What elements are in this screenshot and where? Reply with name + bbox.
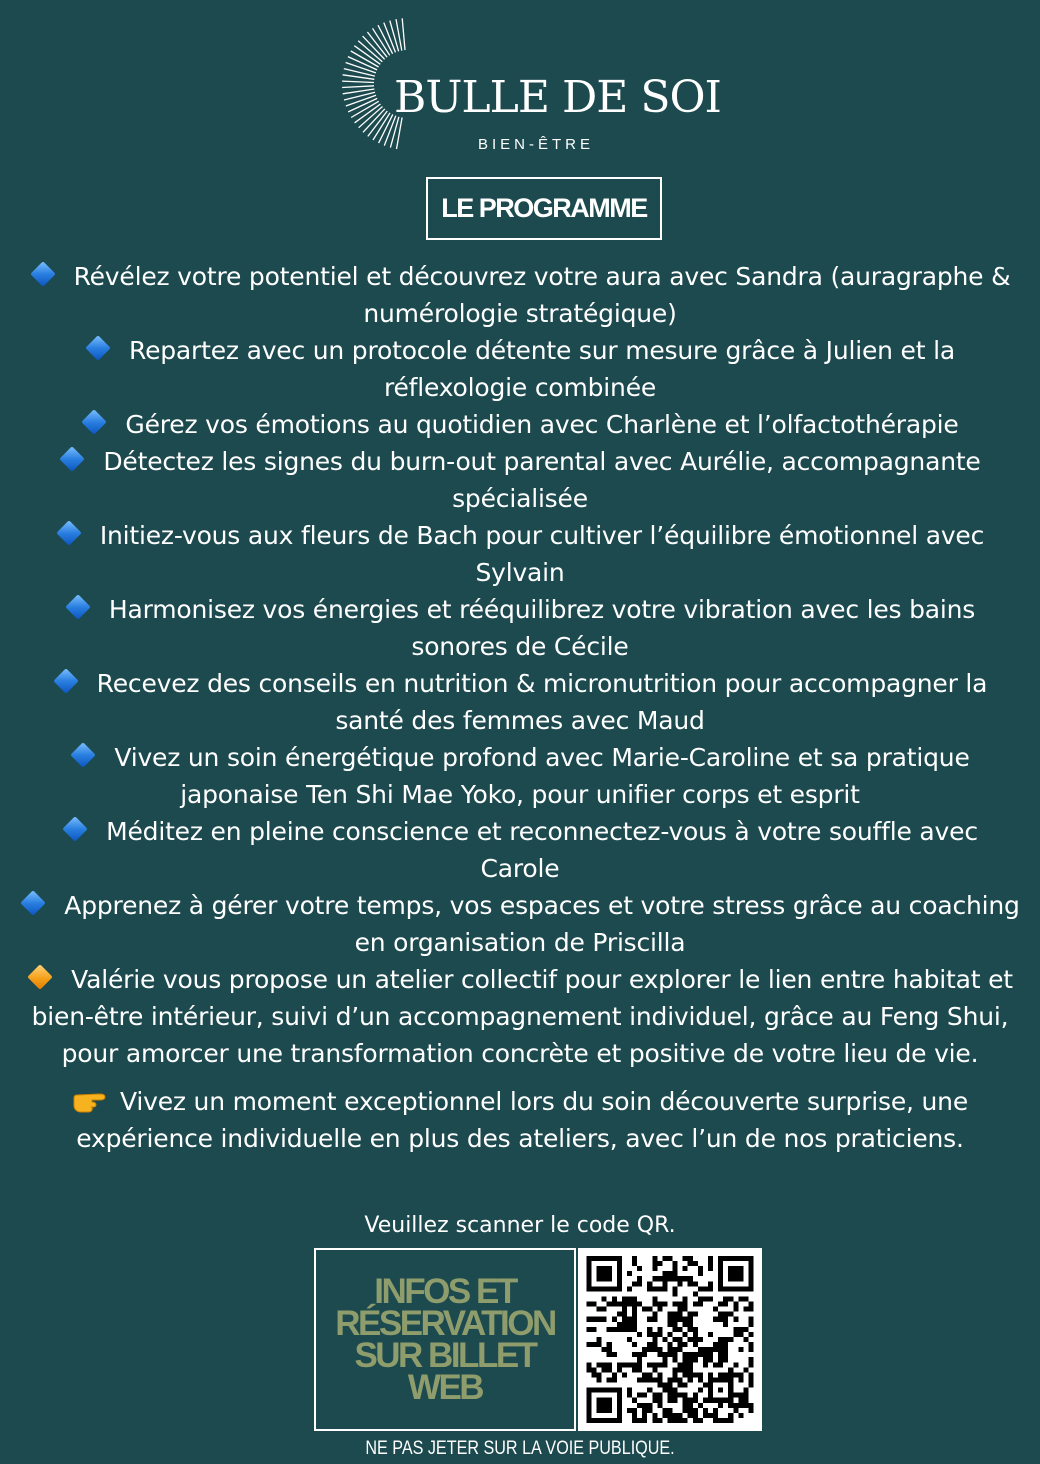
program-item: Vivez un soin énergétique profond avec Marie-Caroline et sa pratique japonaise Ten Shi Mae Yoko, pour unifier corps et esprit [20,739,1020,813]
program-item: Détectez les signes du burn-out parental avec Aurélie, accompagnante spécialisée [20,443,1020,517]
program-item: Gérez vos émotions au quotidien avec Charlène et l’olfactothérapie [20,406,1020,443]
pointing-hand-icon [72,1089,110,1113]
program-item: Recevez des conseils en nutrition & micronutrition pour accompagner la santé des femmes avec Maud [20,665,1020,739]
program-item: Valérie vous propose un atelier collectif pour explorer le lien entre habitat et bien-être intérieur, suivi d’un accompagnement individuel, grâce au Feng Shui, pour amorcer une transformation concrète et positive de votre lieu de vie. [20,961,1020,1072]
surprise-item [20,1083,1020,1157]
reservation-info-box [314,1248,576,1431]
program-list [20,258,1020,1157]
reservation-info-line: RÉSERVATION [335,1303,555,1343]
surprise-text: Vivez un moment exceptionnel lors du soin découverte surprise, une expérience individuelle en plus des ateliers, avec l’un de nos praticiens. [76,1087,968,1153]
program-item: Apprenez à gérer votre temps, vos espaces et votre stress grâce au coaching en organisation de Priscilla [20,887,1020,961]
blue-diamond-icon [71,742,96,767]
program-item: Repartez avec un protocole détente sur mesure grâce à Julien et la réflexologie combinée [20,332,1020,406]
blue-diamond-icon [82,409,107,434]
blue-diamond-icon [65,594,90,619]
brand-tagline: BIEN-ÊTRE [478,136,595,153]
program-item: Méditez en pleine conscience et reconnectez-vous à votre souffle avec Carole [20,813,1020,887]
brand-name: BULLE DE SOI [394,72,721,123]
blue-diamond-icon [56,520,81,545]
program-title: LE PROGRAMME [441,193,647,223]
reservation-info-line: SUR BILLET [354,1335,536,1375]
brand-logo [340,14,720,154]
blue-diamond-icon [30,261,55,286]
blue-diamond-icon [60,446,85,471]
reservation-info-line: INFOS ET [374,1271,516,1311]
qr-code-icon [586,1256,754,1423]
blue-diamond-icon [85,335,110,360]
qr-code[interactable] [578,1248,762,1431]
program-item: Révélez votre potentiel et découvrez votre aura avec Sandra (auragraphe & numérologie stratégique) [20,258,1020,332]
program-item: Harmonisez vos énergies et rééquilibrez votre vibration avec les bains sonores de Cécile [20,591,1020,665]
orange-diamond-icon [27,964,52,989]
blue-diamond-icon [21,890,46,915]
blue-diamond-icon [62,816,87,841]
program-title-box [426,177,662,240]
reservation-info-line: WEB [407,1367,483,1407]
program-item: Initiez-vous aux fleurs de Bach pour cultiver l’équilibre émotionnel avec Sylvain [20,517,1020,591]
footer-notice: NE PAS JETER SUR LA VOIE PUBLIQUE. [365,1438,675,1459]
scan-instruction: Veuillez scanner le code QR. [364,1213,676,1238]
blue-diamond-icon [53,668,78,693]
